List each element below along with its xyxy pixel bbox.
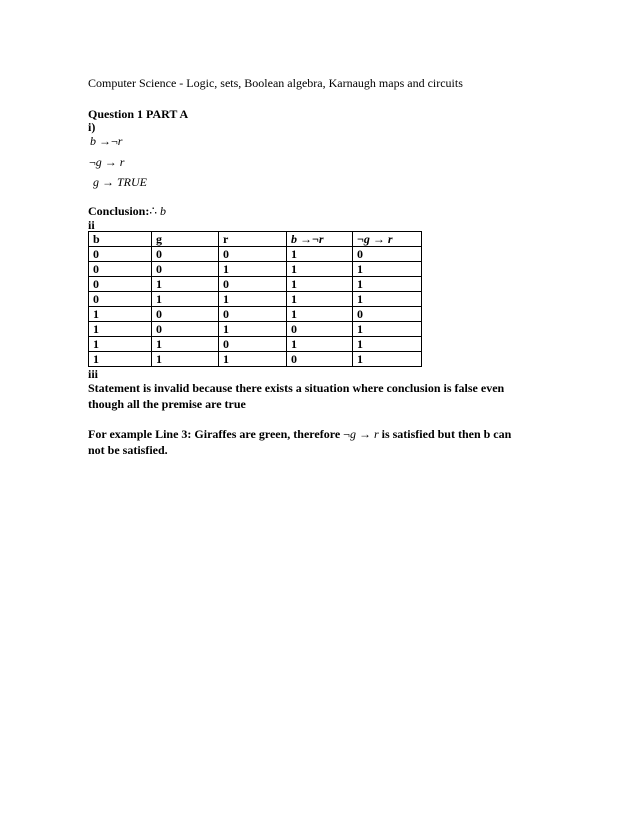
header-col5-rhs: r [387,232,393,246]
truth-table [88,231,422,367]
table-cell: 1 [287,292,353,307]
table-cell: 1 [219,262,287,277]
table-cell: 1 [353,262,422,277]
header-col5-arrow: → [372,232,385,246]
table-cell: 1 [353,292,422,307]
premise-3-lhs: g [93,175,99,189]
table-cell: 1 [152,292,219,307]
example-rhs: r [373,427,379,441]
header-b-implies-not-r [287,232,353,247]
premise-3 [93,175,147,190]
table-row [89,337,422,352]
table-cell: 1 [89,352,152,367]
premise-2 [89,155,124,170]
table-cell: 0 [152,262,219,277]
table-cell: 0 [89,292,152,307]
table-cell: 1 [287,337,353,352]
table-row [89,292,422,307]
table-row [89,277,422,292]
example-after: is satisfied but then b can [381,427,512,441]
table-cell: 1 [152,352,219,367]
table-cell: 0 [152,247,219,262]
table-cell: 0 [89,262,152,277]
example-line-2: not be satisfied. [88,443,168,457]
header-col4-arrow: → [300,232,312,246]
part-iii-label: iii [88,367,99,381]
header-g: g [152,232,219,247]
table-cell: 0 [287,352,353,367]
premise-3-arrow: → [102,175,114,189]
table-cell: 1 [353,337,422,352]
therefore-symbol: ∴ [149,204,157,218]
premise-2-arrow: → [104,155,117,169]
table-cell: 0 [219,307,287,322]
header-col5-neg: ¬ [357,232,364,246]
premise-2-lhs: g [95,155,102,169]
document-title: Computer Science - Logic, sets, Boolean algebra, Karnaugh maps and circuits [88,76,463,90]
header-col4-neg: ¬ [312,232,319,246]
table-header-row [89,232,422,247]
table-row [89,322,422,337]
table-cell: 1 [219,322,287,337]
table-cell: 1 [287,262,353,277]
header-b: b [89,232,152,247]
conclusion [88,204,166,219]
table-cell: 0 [152,307,219,322]
table-row [89,247,422,262]
table-cell: 0 [287,322,353,337]
table-cell: 1 [353,352,422,367]
table-cell: 0 [152,322,219,337]
conclusion-label: Conclusion: [88,204,150,218]
statement-line-1: Statement is invalid because there exists a situation where conclusion is false even [88,381,505,395]
conclusion-var: b [160,204,166,218]
table-cell: 1 [287,277,353,292]
statement-line-2: though all the premise are true [88,397,246,411]
example-lhs: g [349,427,356,441]
table-row [89,307,422,322]
header-col4-lhs: b [291,232,297,246]
table-cell: 0 [353,307,422,322]
question-heading: Question 1 PART A [88,107,189,121]
table-cell: 1 [287,307,353,322]
header-col5-lhs: g [363,232,370,246]
table-cell: 0 [219,277,287,292]
example-line-1 [88,427,511,442]
table-cell: 0 [89,277,152,292]
table-cell: 1 [219,352,287,367]
table-row [89,352,422,367]
part-i-label: i) [88,120,96,134]
table-cell: 0 [89,247,152,262]
example-neg: ¬ [343,427,350,441]
table-cell: 1 [152,277,219,292]
premise-3-rhs: TRUE [117,175,147,189]
premise-1-arrow: → [99,134,111,148]
table-cell: 0 [219,337,287,352]
premise-1-rhs: r [117,134,123,148]
table-cell: 1 [219,292,287,307]
table-cell: 1 [89,307,152,322]
premise-2-rhs: r [119,155,125,169]
header-r: r [219,232,287,247]
premise-1-lhs: b [90,134,96,148]
table-cell: 1 [152,337,219,352]
example-arrow: → [358,427,371,441]
premise-1 [90,134,122,149]
part-ii-label: ii [88,218,95,232]
example-formula [343,427,381,441]
table-cell: 1 [89,337,152,352]
premise-1-neg: ¬ [111,134,118,148]
table-cell: 1 [353,277,422,292]
table-cell: 0 [353,247,422,262]
header-col4-rhs: r [318,232,324,246]
table-cell: 0 [219,247,287,262]
table-cell: 1 [89,322,152,337]
table-cell: 1 [353,322,422,337]
table-cell: 1 [287,247,353,262]
table-row [89,262,422,277]
header-not-g-implies-r [353,232,422,247]
example-before: For example Line 3: Giraffes are green, therefore [88,427,341,441]
premise-2-neg: ¬ [89,155,96,169]
